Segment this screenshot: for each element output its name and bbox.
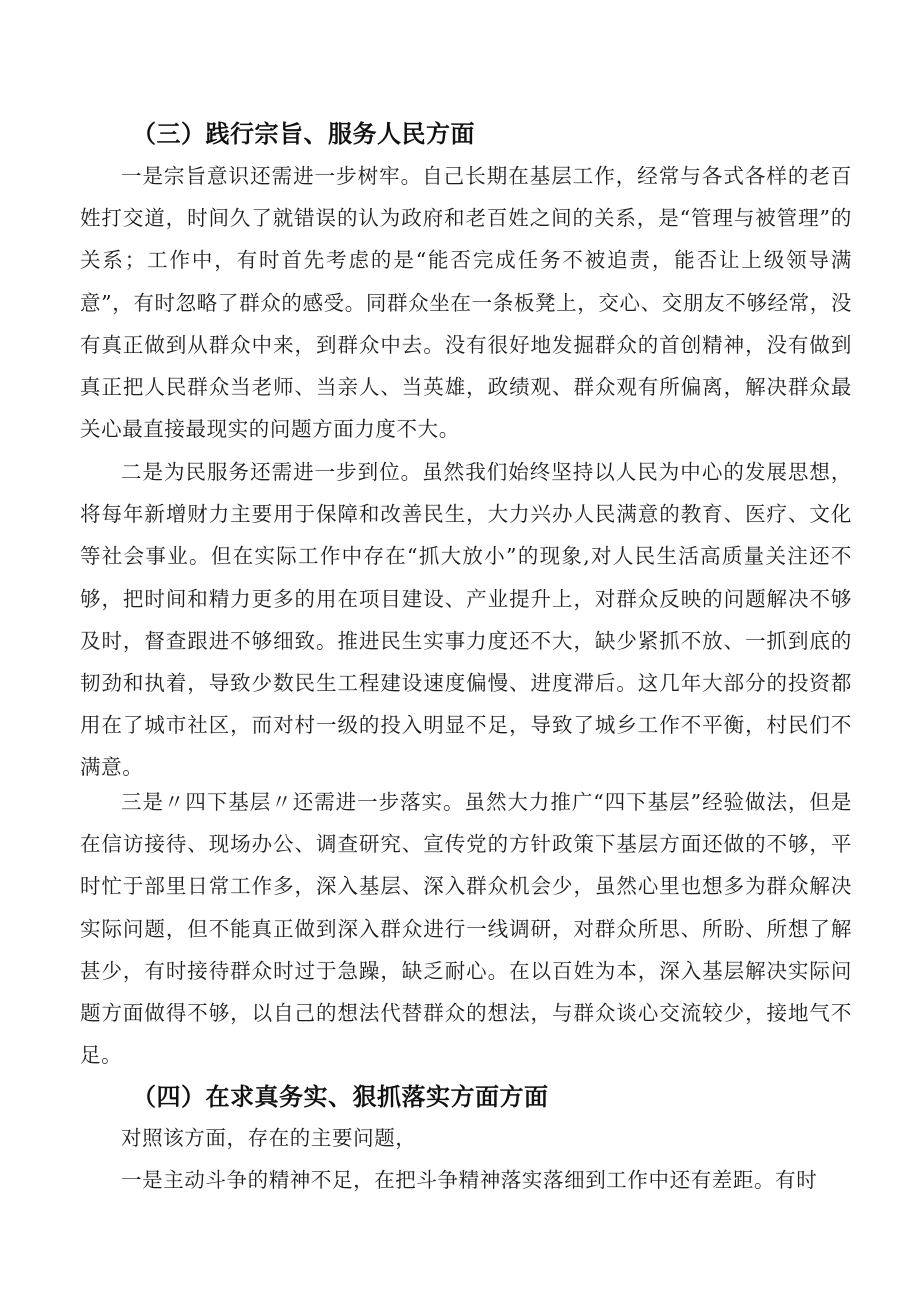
paragraph-four-down-grassroots: 三是〃四下基层〃还需进一步落实。虽然大力推广“四下基层”经验做法，但是在信访接待、现场办公、调查研究、宣传党的方针政策下基层方面还做的不够，平时忙于部里日常工作多，深入基层、深入群众机会少，虽然心里也想多为群众解决实际问题，但不能真正做到深入群众进行一线调研，对群众所思、所盼、所想了解甚少，有时接待群众时过于急躁，缺乏耐心。在以百姓为本，深入基层解决实际问题方面做得不够，以自己的想法代替群众的想法，与群众谈心交流较少，接地气不足。 — [80, 790, 852, 1068]
paragraph-serving-people: 二是为民服务还需进一步到位。虽然我们始终坚持以人民为中心的发展思想，将每年新增财力主要用于保障和改善民生，大力兴办人民满意的教育、医疗、文化等社会事业。但在实际工作中存在“抓大放小”的现象,对人民生活高质量关注还不够，把时间和精力更多的用在项目建设、产业提升上，对群众反映的问题解决不够及时，督查跟进不够细致。推进民生实事力度还不大，缺少紧抓不放、一抓到底的韧劲和执着，导致少数民生工程建设速度偏慢、进度滞后。这几年大部分的投资都用在了城市社区，而对村一级的投入明显不足，导致了城乡工作不平衡，村民们不满意。 — [80, 460, 852, 780]
paragraph-purpose-awareness: 一是宗旨意识还需进一步树牢。自己长期在基层工作，经常与各式各样的老百姓打交道，时间久了就错误的认为政府和老百姓之间的关系，是“管理与被管理”的关系；工作中，有时首先考虑的是“能否完成任务不被追责，能否让上级领导满意”，有时忽略了群众的感受。同群众坐在一条板凳上，交心、交朋友不够经常，没有真正做到从群众中来，到群众中去。没有很好地发掘群众的首创精神，没有做到真正把人民群众当老师、当亲人、当英雄，政绩观、群众观有所偏离，解决群众最关心最直接最现实的问题方面力度不大。 — [80, 164, 852, 442]
paragraph-intro-problems: 对照该方面，存在的主要问题， — [121, 1126, 417, 1150]
section-heading-4: （四）在求真务实、狠抓落实方面方面 — [132, 1083, 549, 1111]
section-heading-3: （三）践行宗旨、服务人民方面 — [132, 120, 475, 148]
paragraph-fighting-spirit: 一是主动斗争的精神不足，在把斗争精神落实落细到工作中还有差距。有时 — [121, 1168, 818, 1192]
